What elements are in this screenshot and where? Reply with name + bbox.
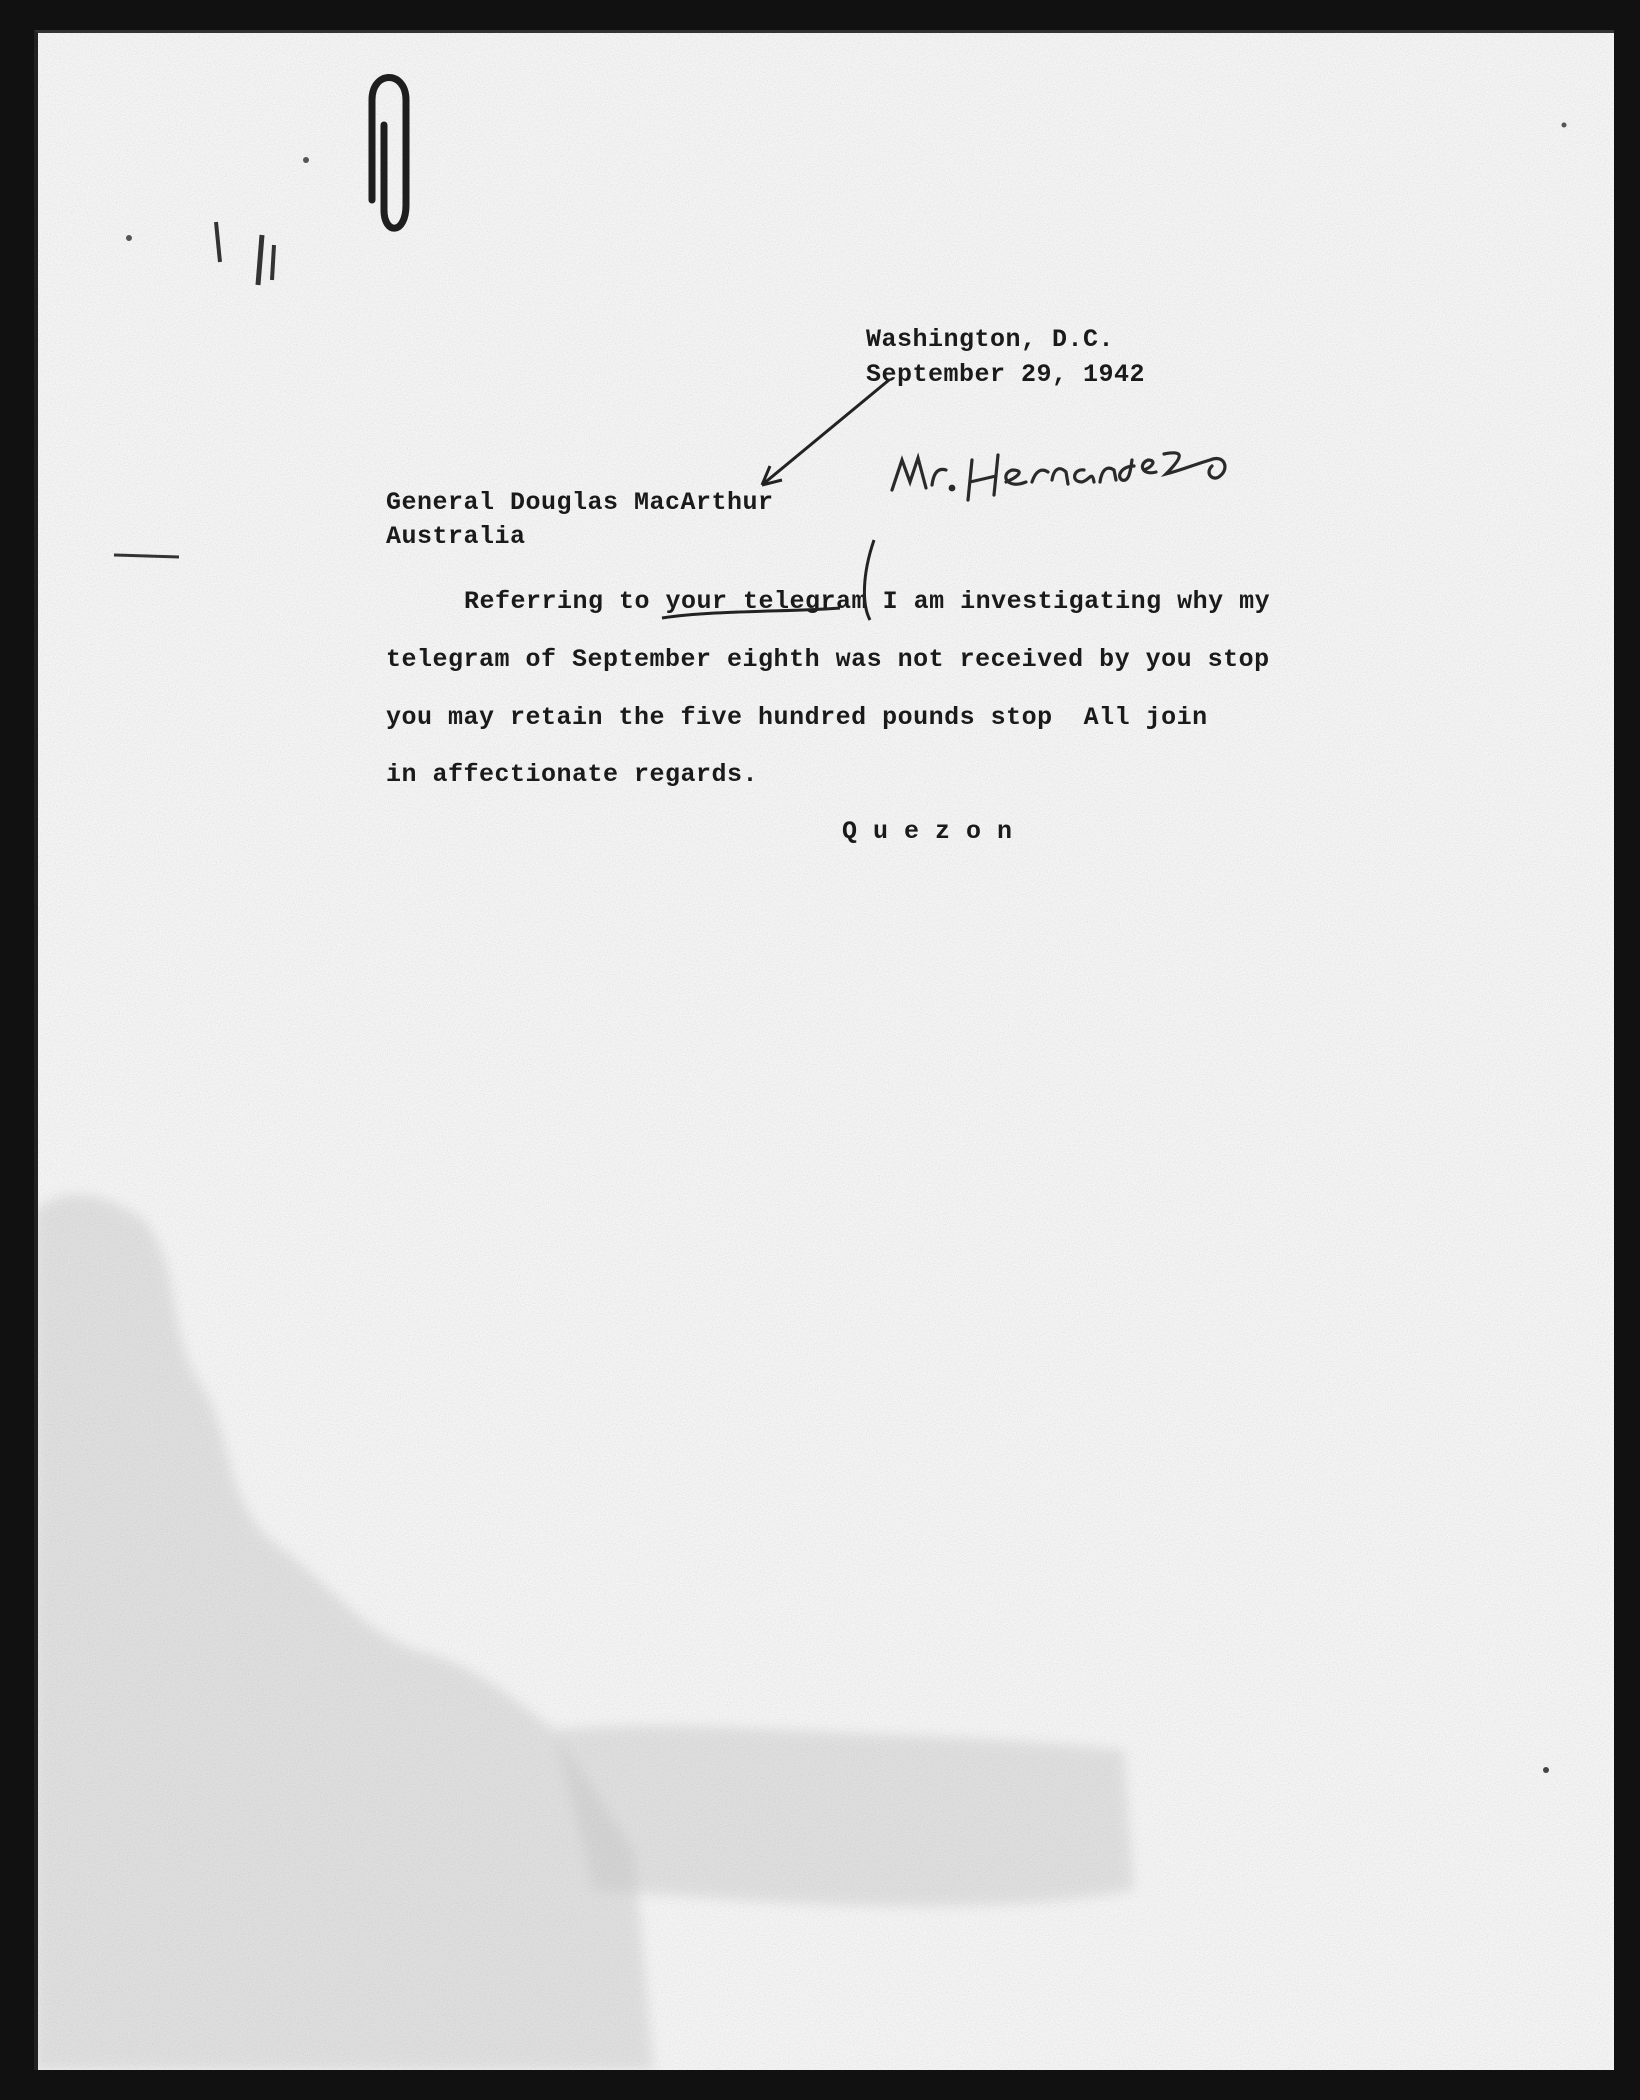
handwritten-annotation: [892, 453, 1225, 500]
body-line-1: Referring to your telegram I am investigating why my: [464, 587, 1271, 616]
scanned-document-page: [34, 30, 1614, 2070]
telegram-date: September 29, 1942: [866, 360, 1146, 389]
body-line-2: telegram of September eighth was not received by you stop: [386, 645, 1270, 674]
handwriting-layer: [34, 30, 1614, 2070]
underline-mark: [662, 608, 840, 618]
addressee-location: Australia: [386, 522, 526, 551]
paper-clip-icon: [372, 78, 406, 229]
addressee-name: General Douglas MacArthur: [386, 488, 774, 517]
body-line-4: in affectionate regards.: [386, 760, 759, 789]
arrow-icon: [762, 380, 889, 485]
signature: Q u e z o n: [842, 817, 1013, 846]
body-line-3: you may retain the five hundred pounds stop All join: [386, 703, 1208, 732]
telegram-place: Washington, D.C.: [866, 325, 1115, 354]
